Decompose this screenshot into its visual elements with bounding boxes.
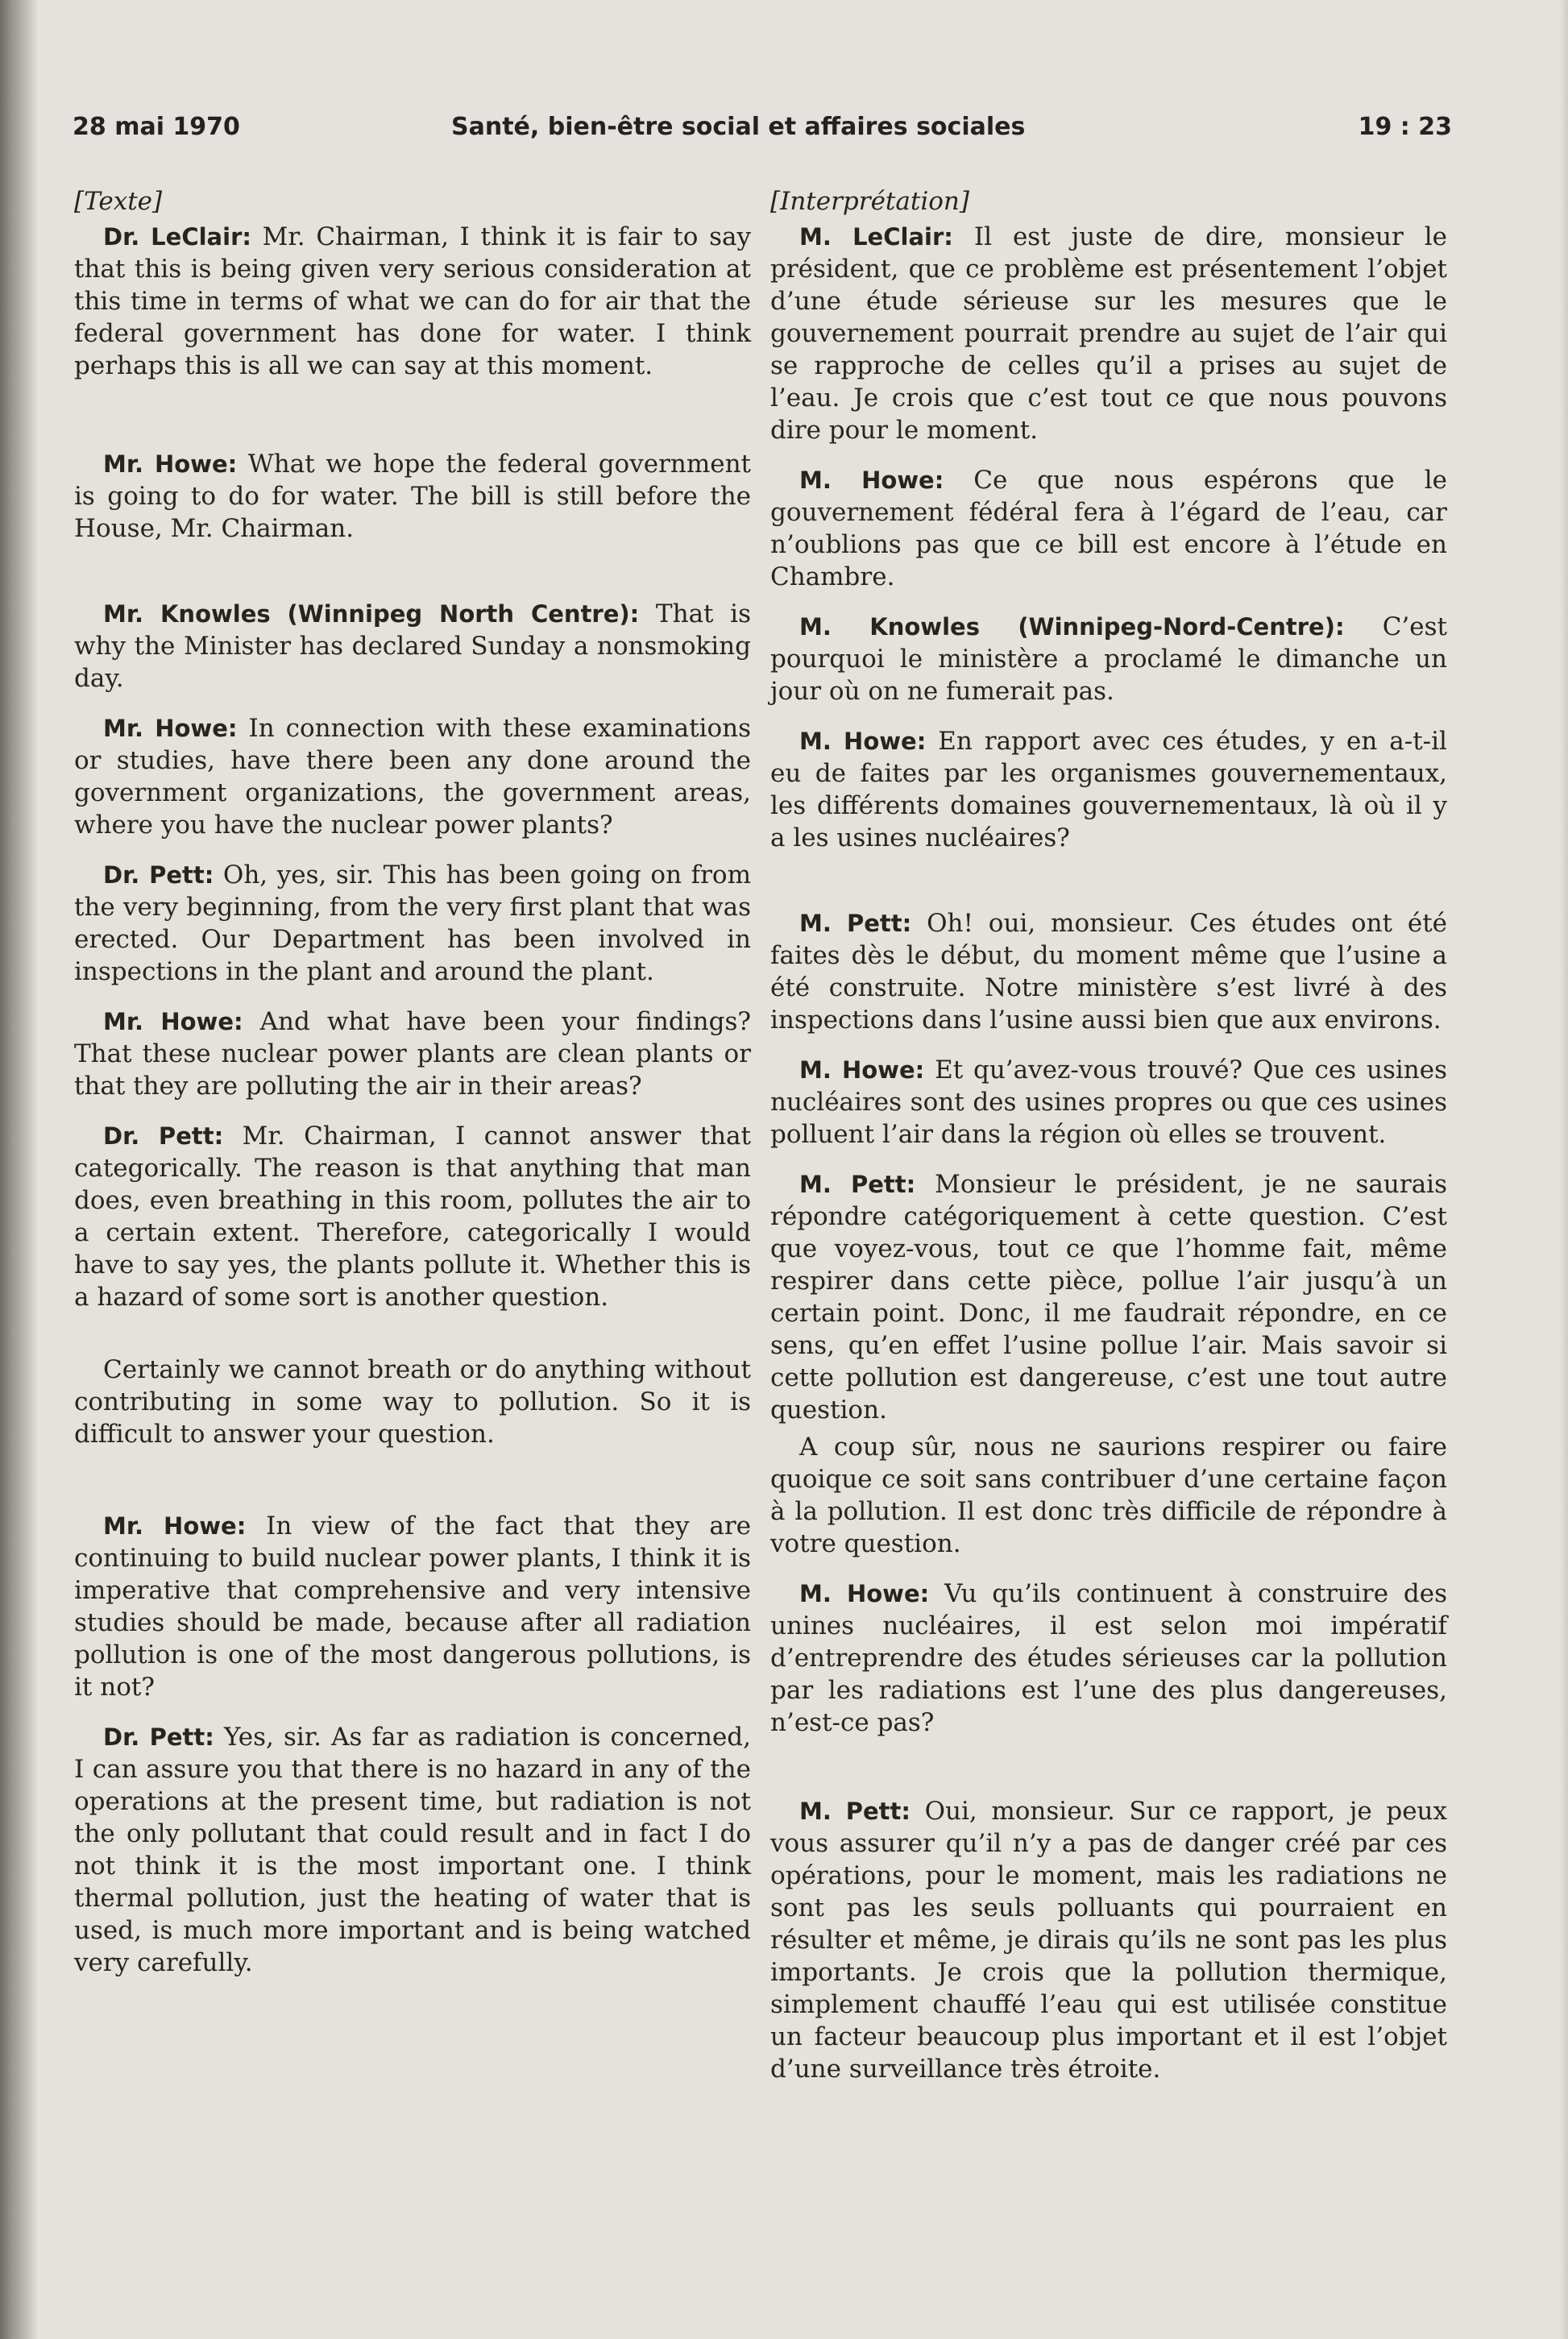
paragraph — [74, 221, 751, 382]
header-title: Santé, bien-être social et affaires sociales — [451, 113, 1026, 141]
paragraph-text: That is why the Minister has declared Sunday a nonsmoking day. — [74, 599, 751, 693]
paragraph-text: Ce que nous espérons que le gouvernement fédéral fera à l’égard de l’eau, car n’oublions pas que ce bill est encore à l’étude en Chambre. — [770, 466, 1447, 591]
header-date: 28 mai 1970 — [73, 113, 240, 141]
english-column — [74, 185, 751, 1979]
speaker-name: M. Howe: — [799, 467, 944, 494]
section-label-french: [Interprétation] — [770, 187, 969, 216]
paragraph — [770, 464, 1447, 593]
paragraph — [770, 1168, 1447, 1426]
speaker-name: Mr. Howe: — [103, 1512, 247, 1540]
paragraph-text: Et qu’avez-vous trouvé? Que ces usines nucléaires sont des usines propres ou que ces usines polluent l’air dans la région où elles se trouvent. — [770, 1055, 1447, 1149]
speaker-name: M. Pett: — [799, 910, 912, 937]
paragraph — [770, 1578, 1447, 1739]
paragraph — [74, 1721, 751, 1979]
speaker-name: M. Knowles (Winnipeg-Nord-Centre): — [799, 613, 1345, 641]
paragraph-text: A coup sûr, nous ne saurions respirer ou faire quoique ce soit sans contribuer d’une certaine façon à la pollution. Il est donc très difficile de répondre à votre question. — [770, 1433, 1447, 1558]
paragraph — [74, 859, 751, 988]
paragraph-text: En rapport avec ces études, y en a-t-il eu de faites par les organismes gouvernementaux, les différents domaines gouvernementaux, là où il y a les usines nucléaires? — [770, 727, 1447, 852]
speaker-name: M. Howe: — [799, 1056, 925, 1084]
paragraph-text: C’est pourquoi le ministère a proclamé le dimanche un jour où on ne fumerait pas. — [770, 612, 1447, 706]
speaker-name: M. Pett: — [799, 1798, 911, 1825]
page-edge-shadow — [1560, 0, 1568, 2339]
speaker-name: Dr. Pett: — [103, 1723, 214, 1751]
paragraph-text: Certainly we cannot breath or do anything without contributing in some way to pollution. So it is difficult to answer your question. — [74, 1355, 751, 1449]
header-page-number: 19 : 23 — [1358, 113, 1452, 141]
paragraph — [770, 907, 1447, 1036]
paragraph — [74, 1006, 751, 1102]
section-label-english: [Texte] — [74, 187, 163, 216]
paragraph-text: Il est juste de dire, monsieur le président, que ce problème est présentement l’objet d’une étude sérieuse sur les mesures que le gouvernement pourrait prendre au sujet de l’air qui se rapproche de celles qu’il a prises au sujet de l’eau. Je crois que c’est tout ce que nous pouvons dire pour le moment. — [770, 222, 1447, 445]
speaker-name: Mr. Howe: — [103, 450, 238, 478]
paragraph — [770, 1054, 1447, 1151]
paragraph — [74, 1354, 751, 1450]
speaker-name: Mr. Howe: — [103, 1008, 243, 1035]
paragraph-text: Oh! oui, monsieur. Ces études ont été faites dès le début, du moment même que l’usine a été construite. Notre ministère s’est livré à des inspections dans l’usine aussi bien que aux environs. — [770, 909, 1448, 1035]
speaker-name: Dr. Pett: — [103, 861, 214, 889]
speaker-name: M. LeClair: — [799, 223, 953, 251]
paragraph — [74, 1510, 751, 1703]
speaker-name: Mr. Knowles (Winnipeg North Centre): — [103, 600, 640, 628]
paragraph — [74, 712, 751, 841]
french-column — [770, 185, 1447, 2085]
paragraph-text: Yes, sir. As far as radiation is concerned, I can assure you that there is no hazard in any of the operations at the present time, but radiation is not the only pollutant that could result and in fact I do not think it is the most important one. I think thermal pollution, just the heating of water that is used, is much more important and is being watched very carefully. — [74, 1723, 751, 1977]
paragraph-text: Oui, monsieur. Sur ce rapport, je peux vous assurer qu’il n’y a pas de danger créé par ces opérations, pour le moment, mais les radiations ne sont pas les seuls polluants qui pourraient en résulter et même, je dirais qu’ils ne sont pas les plus importants. Je crois que la pollution thermique, simplement chauffé l’eau qui est utilisée constitue un facteur beaucoup plus important et il est l’objet d’une surveillance très étroite. — [770, 1797, 1447, 2084]
speaker-name: M. Pett: — [799, 1171, 916, 1198]
speaker-name: Dr. LeClair: — [103, 223, 251, 251]
speaker-name: M. Howe: — [799, 1580, 930, 1607]
paragraph-text: In view of the fact that they are continuing to build nuclear power plants, I think it is imperative that comprehensive and very intensive studies should be made, because after all radiation pollution is one of the most dangerous pollutions, is it not? — [74, 1512, 751, 1702]
paragraph — [74, 1120, 751, 1313]
paragraph-text: Mr. Chairman, I think it is fair to say that this is being given very serious consideration at this time in terms of what we can do for air that the federal government has done for water. I think perhaps this is all we can say at this moment. — [74, 222, 751, 380]
paragraph — [770, 725, 1447, 854]
paragraph-text: Oh, yes, sir. This has been going on from the very beginning, from the very first plant that was erected. Our Department has been involved in inspections in the plant and around the plant. — [74, 861, 751, 986]
paragraph-text: Mr. Chairman, I cannot answer that categorically. The reason is that anything that man does, even breathing in this room, pollutes the air to a certain extent. Therefore, categorically I would have to say yes, the plants pollute it. Whether this is a hazard of some sort is another question. — [74, 1122, 751, 1312]
paragraph-text: And what have been your findings? That these nuclear power plants are clean plants or that they are polluting the air in their areas? — [74, 1007, 751, 1101]
speaker-name: M. Howe: — [799, 728, 927, 755]
paragraph — [770, 221, 1447, 446]
paragraph — [74, 598, 751, 695]
paragraph — [770, 611, 1447, 707]
paragraph-text: In connection with these examinations or studies, have there been any done around the government organizations, the government areas, where you have the nuclear power plants? — [74, 714, 751, 840]
page-binding-shadow — [0, 0, 39, 2339]
speaker-name: Dr. Pett: — [103, 1122, 224, 1150]
paragraph-text: Monsieur le président, je ne saurais répondre catégoriquement à cette question. C’est que voyez-vous, tout ce que l’homme fait, même respirer dans cette pièce, pollue l’air jusqu’à un certain point. Donc, il me faudrait répondre, en ce sens, qu’en effet l’usine pollue l’air. Mais savoir si cette pollution est dangereuse, c’est une tout autre question. — [770, 1170, 1448, 1425]
speaker-name: Mr. Howe: — [103, 715, 238, 742]
paragraph-text: What we hope the federal government is going to do for water. The bill is still before the House, Mr. Chairman. — [74, 450, 752, 543]
paragraph — [770, 1795, 1447, 2085]
page-header — [73, 113, 1452, 153]
paragraph — [770, 1431, 1447, 1560]
paragraph — [74, 448, 751, 545]
paragraph-text: Vu qu’ils continuent à construire des unines nucléaires, il est selon moi impératif d’entreprendre des études sérieuses car la pollution par les radiations est l’une des plus dangereuses, n’est-ce pas? — [770, 1579, 1447, 1737]
